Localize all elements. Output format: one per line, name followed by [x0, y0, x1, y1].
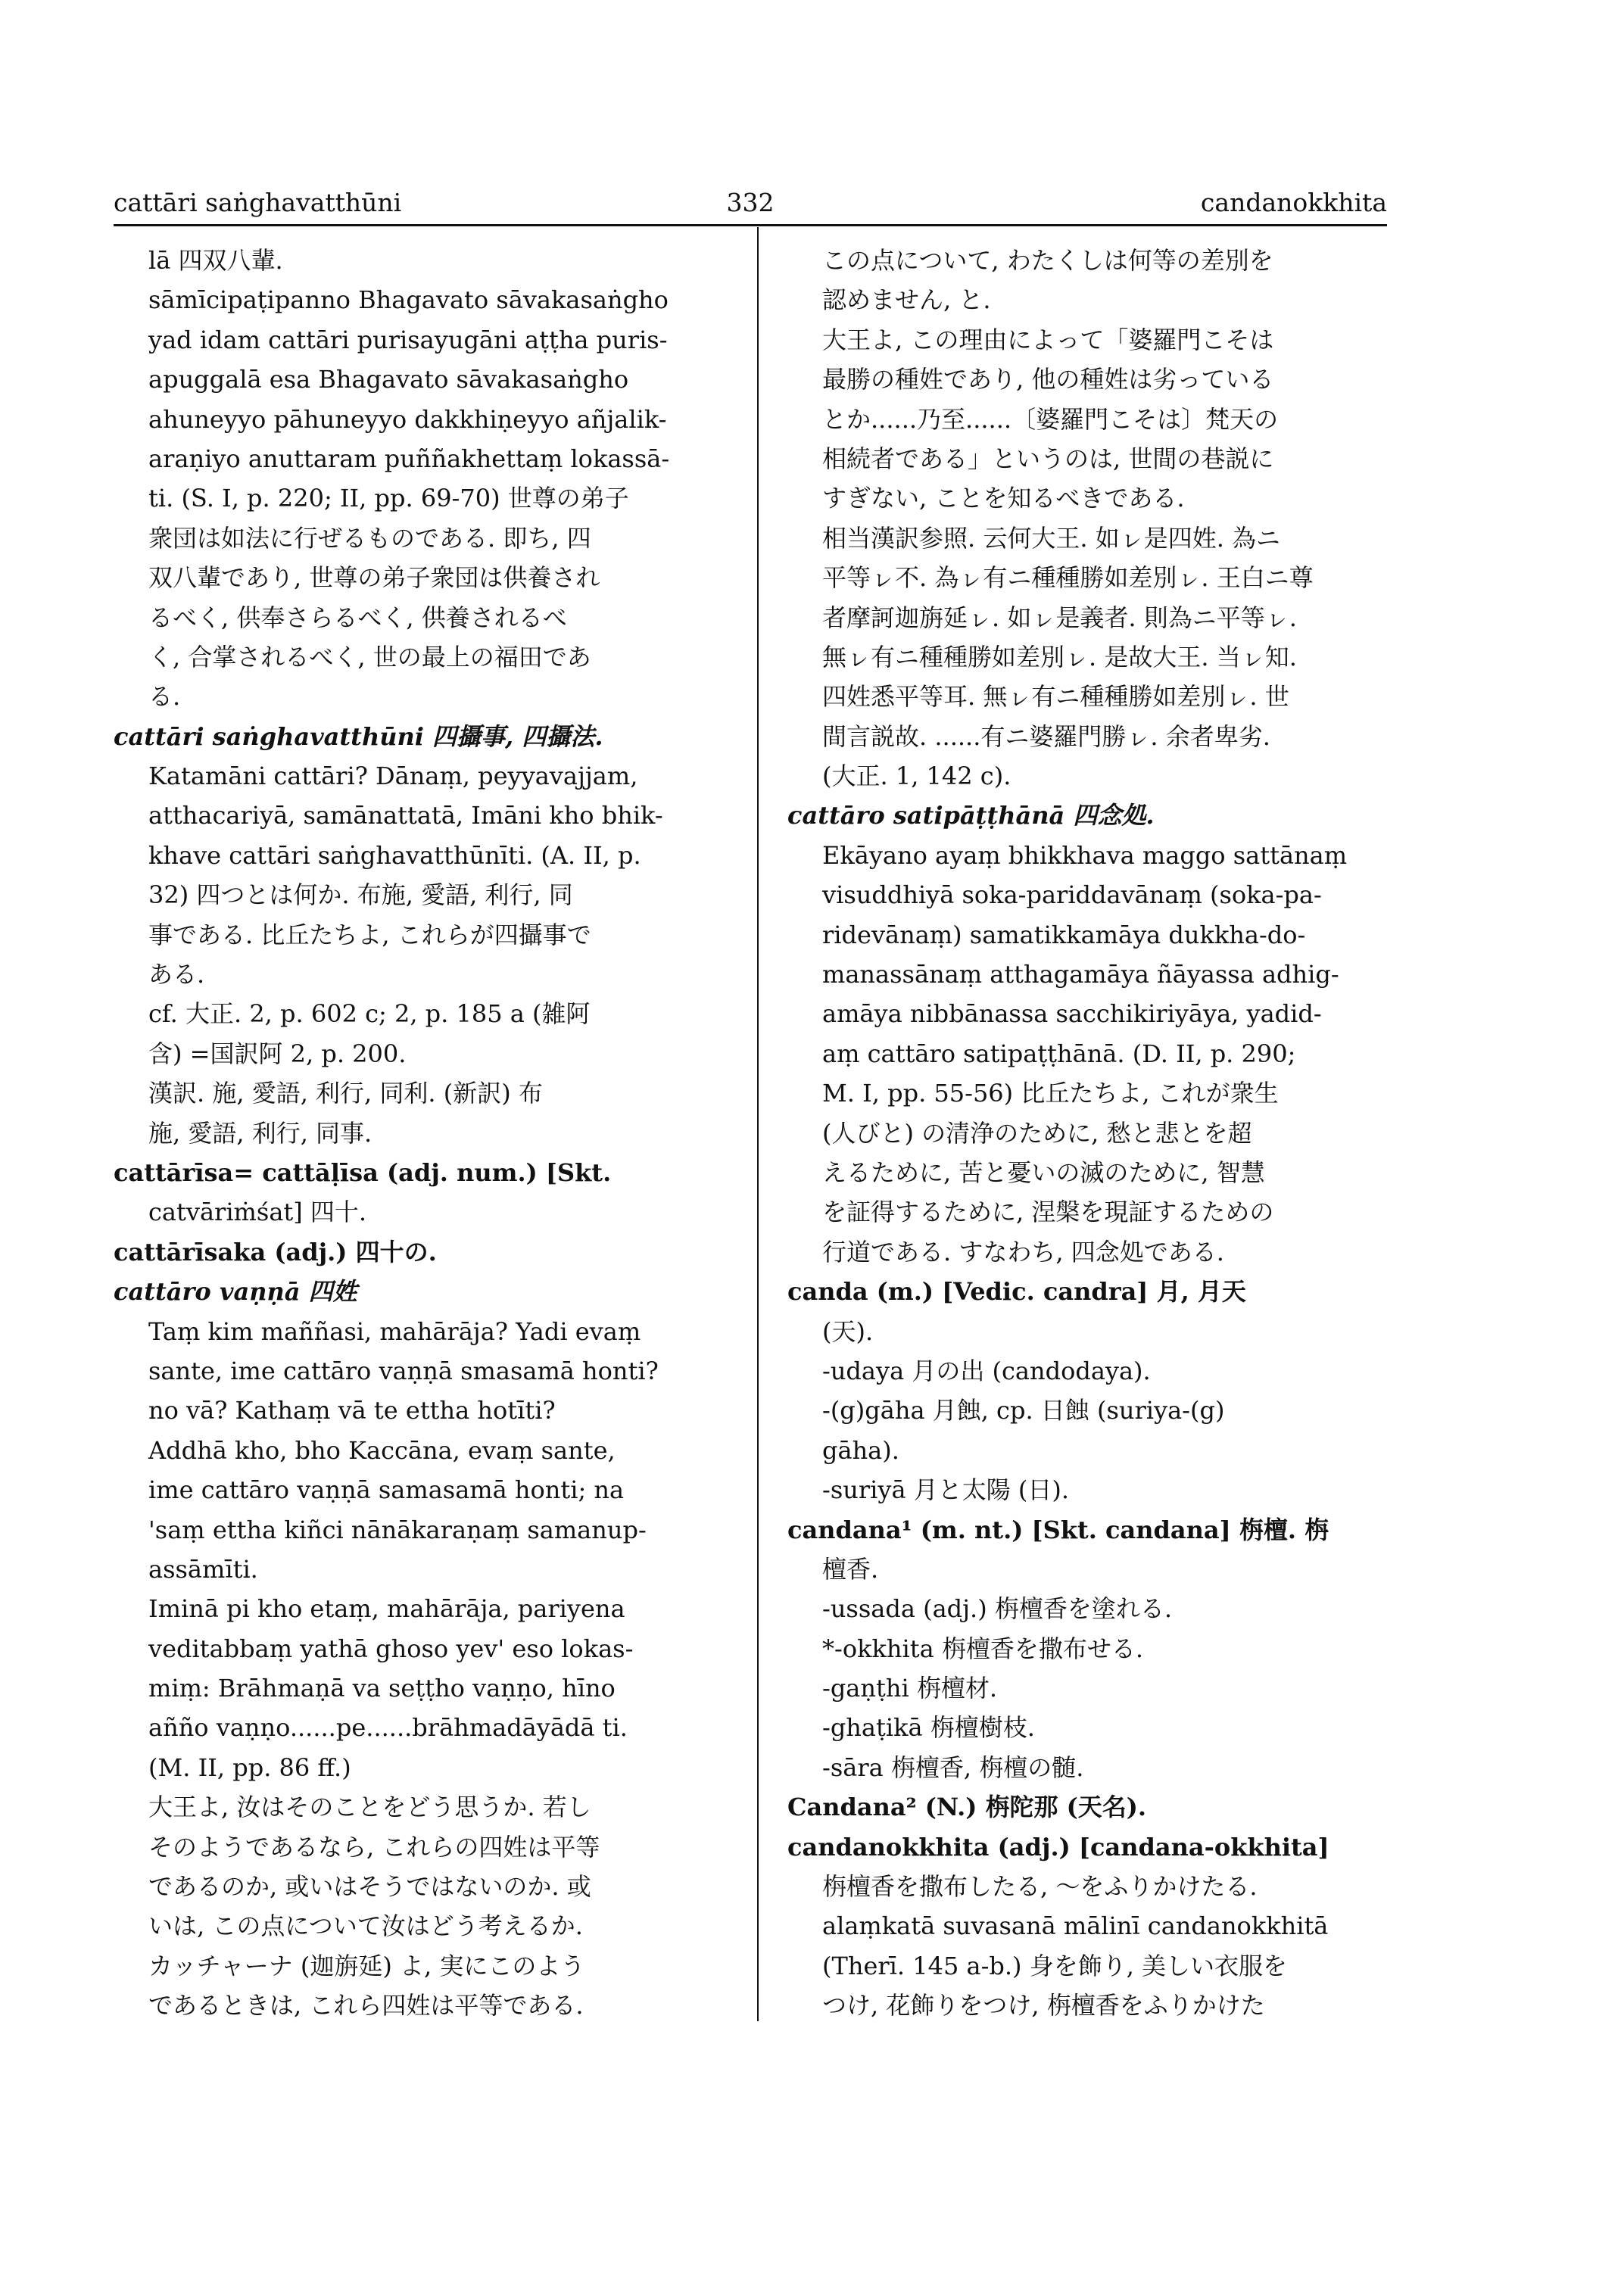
entry-text-line: -udaya 月の出 (candodaya).: [822, 1356, 1151, 1385]
right-column: [787, 241, 1393, 2026]
entry-text-line: añño vaṇṇo......pe......brāhmadāyādā ti.: [148, 1713, 628, 1743]
entry-text-line: atthacariyā, samānattatā, Imāni kho bhik-: [148, 801, 663, 830]
entry-text-line: 行道である. すなわち, 四念処である.: [822, 1237, 1224, 1266]
entry-text-line: lā 四双八輩.: [148, 246, 283, 275]
entry-text-line: sāmīcipaṭipanno Bhagavato sāvakasaṅgho: [148, 285, 669, 315]
entry-text-line: Katamāni cattāri? Dānaṃ, peyyavajjam,: [148, 762, 638, 791]
entry-text-line: (M. II, pp. 86 ff.): [148, 1752, 351, 1782]
entry-text-line: gāha).: [822, 1435, 899, 1465]
entry-text-line: るべく, 供奉さらるべく, 供養されるべ: [148, 603, 567, 632]
entry-headword-line: cattāro vaṇṇā 四姓: [114, 1277, 357, 1307]
entry-text-line: る.: [148, 682, 181, 712]
entry-text-line: *-okkhita 栴檀香を撒布せる.: [822, 1634, 1143, 1663]
entry-text-line: catvāriṁśat] 四十.: [148, 1198, 367, 1227]
entry-text-line: であるのか, 或いはそうではないのか. 或: [148, 1872, 591, 1902]
entry-headword-line: candanokkhita (adj.) [candana-okkhita]: [787, 1832, 1329, 1862]
entry-text-line: -ghaṭikā 栴檀樹枝.: [822, 1713, 1035, 1743]
entry-text-line: 栴檀香を撒布したる, ～をふりかけたる.: [822, 1872, 1258, 1902]
entry-headword-line: cattāro satipāṭṭhānā 四念処.: [787, 801, 1155, 830]
entry-text-line: 相続者である」というのは, 世間の巷説に: [822, 444, 1274, 473]
entry-text-line: Ekāyano ayaṃ bhikkhava maggo sattānaṃ: [822, 840, 1348, 870]
entry-text-line: 施, 愛語, 利行, 同事.: [148, 1118, 372, 1148]
entry-text-line: ime cattāro vaṇṇā samasamā honti; na: [148, 1475, 625, 1505]
entry-text-line: であるときは, これら四姓は平等である.: [148, 1991, 584, 2020]
entry-text-line: く, 合掌されるべく, 世の最上の福田であ: [148, 642, 591, 671]
entry-text-line: 衆団は如法に行ぜるものである. 即ち, 四: [148, 523, 591, 553]
column-divider: [757, 227, 759, 2021]
entry-text-line: とか......乃至......〔婆羅門こそは〕梵天の: [822, 404, 1279, 434]
entry-text-line: すぎない, ことを知るべきである.: [822, 484, 1185, 513]
entry-text-line: ridevānaṃ) samatikkamāya dukkha-do-: [822, 920, 1306, 949]
entry-text-line: veditabbaṃ yathā ghoso yev' eso lokas-: [148, 1634, 634, 1663]
entry-text-line: alaṃkatā suvasanā mālinī candanokkhitā: [822, 1911, 1329, 1941]
header-right-guideword: candanokkhita: [1200, 188, 1387, 217]
entry-text-line: いは, この点について汝はどう考えるか.: [148, 1911, 583, 1941]
entry-text-line: 間言説故. ......有ニ婆羅門勝ㇾ. 余者卑劣.: [822, 721, 1270, 751]
entry-text-line: 平等ㇾ不. 為ㇾ有ニ種種勝如差別ㇾ. 王白ニ尊: [822, 563, 1314, 593]
entry-text-line: 最勝の種姓であり, 他の種姓は劣っている: [822, 365, 1274, 394]
entry-text-line: (天).: [822, 1316, 874, 1346]
entry-text-line: つけ, 花飾りをつけ, 栴檀香をふりかけた: [822, 1991, 1265, 2020]
entry-text-line: 32) 四つとは何か. 布施, 愛語, 利行, 同: [148, 880, 573, 910]
entry-text-line: sante, ime cattāro vaṇṇā smasamā honti?: [148, 1356, 659, 1385]
header-left-guideword: cattāri saṅghavatthūni: [114, 188, 402, 217]
entry-text-line: (人びと) の清浄のために, 愁と悲とを超: [822, 1118, 1252, 1148]
entry-text-line: ti. (S. I, p. 220; II, pp. 69-70) 世尊の弟子: [148, 484, 629, 513]
entry-text-line: 大王よ, 汝はそのことをどう思うか. 若し: [148, 1793, 591, 1822]
entry-text-line: miṃ: Brāhmaṇā va seṭṭho vaṇṇo, hīno: [148, 1674, 616, 1703]
entry-headword-line: cattārīsa= cattāḷīsa (adj. num.) [Skt.: [114, 1157, 612, 1187]
entry-text-line: amāya nibbānassa sacchikiriyāya, yadid-: [822, 999, 1322, 1029]
entry-text-line: visuddhiyā soka-pariddavānaṃ (soka-pa-: [822, 880, 1322, 910]
entry-text-line: 漢訳. 施, 愛語, 利行, 同利. (新訳) 布: [148, 1079, 543, 1108]
entry-text-line: (Therī. 145 a-b.) 身を飾り, 美しい衣服を: [822, 1951, 1288, 1980]
entry-headword-line: candana¹ (m. nt.) [Skt. candana] 栴檀. 栴: [787, 1515, 1329, 1544]
entry-text-line: 檀香.: [822, 1554, 879, 1584]
entry-text-line: 者摩訶迦旃延ㇾ. 如ㇾ是義者. 則為ニ平等ㇾ.: [822, 603, 1297, 632]
entry-text-line: ahuneyyo pāhuneyyo dakkhiṇeyyo añjalik-: [148, 404, 667, 434]
entry-text-line: えるために, 苦と憂いの滅のために, 智慧: [822, 1157, 1265, 1187]
entry-text-line: ある.: [148, 960, 205, 989]
entry-text-line: カッチャーナ (迦旃延) よ, 実にこのよう: [148, 1951, 585, 1980]
entry-text-line: -(g)gāha 月蝕, cp. 日蝕 (suriya-(g): [822, 1396, 1225, 1425]
entry-text-line: (大正. 1, 142 c).: [822, 762, 1011, 791]
running-header: [114, 188, 1387, 221]
entry-text-line: 'saṃ ettha kiñci nānākaraṇaṃ samanup-: [148, 1515, 647, 1544]
entry-text-line: Iminā pi kho etaṃ, mahārāja, pariyena: [148, 1594, 625, 1624]
entry-text-line: manassānaṃ atthagamāya ñāyassa adhig-: [822, 960, 1339, 989]
header-rule: [114, 224, 1387, 226]
entry-text-line: cf. 大正. 2, p. 602 c; 2, p. 185 a (雑阿: [148, 999, 591, 1029]
entry-text-line: Addhā kho, bho Kaccāna, evaṃ sante,: [148, 1435, 616, 1465]
entry-headword-line: Candana² (N.) 栴陀那 (天名).: [787, 1793, 1147, 1822]
entry-text-line: -gaṇṭhi 栴檀材.: [822, 1674, 998, 1703]
entry-text-line: yad idam cattāri purisayugāni aṭṭha puris-: [148, 325, 668, 354]
entry-text-line: 相当漢訳参照. 云何大王. 如ㇾ是四姓. 為ニ: [822, 523, 1281, 553]
entry-text-line: apuggalā esa Bhagavato sāvakasaṅgho: [148, 365, 629, 394]
entry-text-line: -sāra 栴檀香, 栴檀の髄.: [822, 1752, 1084, 1782]
entry-text-line: no vā? Kathaṃ vā te ettha hotīti?: [148, 1396, 556, 1425]
entry-text-line: 含) =国訳阿 2, p. 200.: [148, 1039, 407, 1068]
entry-text-line: 事である. 比丘たちよ, これらが四攝事で: [148, 920, 591, 949]
entry-headword-line: cattāri saṅghavatthūni 四攝事, 四攝法.: [114, 721, 603, 751]
entry-text-line: 認めません, と.: [822, 285, 991, 315]
entry-text-line: khave cattāri saṅghavatthūnīti. (A. II, p.: [148, 840, 641, 870]
entry-text-line: そのようであるなら, これらの四姓は平等: [148, 1832, 600, 1862]
left-column: [114, 241, 746, 2026]
entry-text-line: 四姓悉平等耳. 無ㇾ有ニ種種勝如差別ㇾ. 世: [822, 682, 1289, 712]
page-number: 332: [726, 188, 775, 217]
entry-text-line: assāmīti.: [148, 1554, 258, 1584]
entry-text-line: aṃ cattāro satipaṭṭhānā. (D. II, p. 290;: [822, 1039, 1296, 1068]
entry-headword-line: canda (m.) [Vedic. candra] 月, 月天: [787, 1277, 1246, 1307]
entry-text-line: -ussada (adj.) 栴檀香を塗れる.: [822, 1594, 1173, 1624]
entry-text-line: 大王よ, この理由によって「婆羅門こそは: [822, 325, 1274, 354]
entry-text-line: M. I, pp. 55-56) 比丘たちよ, これが衆生: [822, 1079, 1279, 1108]
entry-text-line: 双八輩であり, 世尊の弟子衆団は供養され: [148, 563, 600, 593]
entry-text-line: Taṃ kim maññasi, mahārāja? Yadi evaṃ: [148, 1316, 641, 1346]
entry-text-line: この点について, わたくしは何等の差別を: [822, 246, 1273, 275]
entry-text-line: araṇiyo anuttaram puññakhettaṃ lokassā-: [148, 444, 670, 473]
entry-text-line: 無ㇾ有ニ種種勝如差別ㇾ. 是故大王. 当ㇾ知.: [822, 642, 1297, 671]
entry-text-line: -suriyā 月と太陽 (日).: [822, 1475, 1070, 1505]
entry-text-line: を証得するために, 涅槃を現証するための: [822, 1198, 1274, 1227]
entry-headword-line: cattārīsaka (adj.) 四十の.: [114, 1237, 437, 1266]
